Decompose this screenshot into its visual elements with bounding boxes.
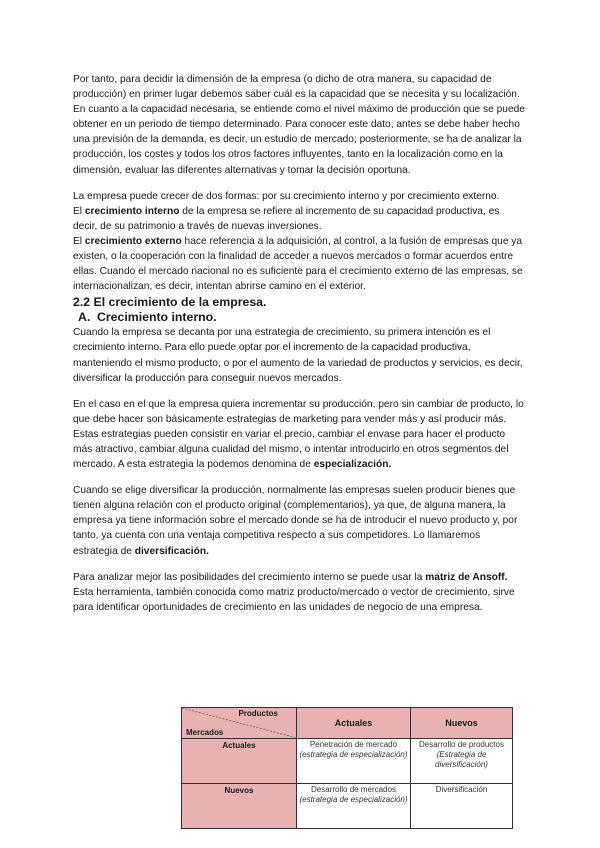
subsection-heading: A. Crecimiento interno. [78,310,217,325]
term-ansoff-matrix: matriz de Ansoff. [425,571,508,583]
cell-diversification: Diversificación [411,784,513,829]
corner-label-markets: Mercados [186,728,224,737]
paragraph-internal-growth: El crecimiento interno de la empresa se refiere al incremento de su capacidad productiva, es decir, de su patrimonio a través de nuevas inversiones. [73,205,500,232]
cell-product-development: Desarrollo de productos (Estrategia de diversificación) [411,739,513,784]
column-header-current: Actuales [297,708,411,739]
term-specialization: especialización. [313,459,392,471]
paragraph-diversification: Cuando se elige diversificar la producción, normalmente las empresas suelen producir bienes que tienen alguna relación con el producto original (complementarios), ya que, de alguna manera, la empresa ya tiene información sobre el mercado donde se ha de introducir el nuevo producto y, por tanto, ya cuenta con una ventaja competitiva respecto a sus competidores. Lo llamaremos estrategia de diversificación. [73,485,518,557]
term-internal-growth: crecimiento interno [84,205,180,217]
row-header-new: Nuevos [182,784,297,829]
column-header-new: Nuevos [411,708,513,739]
corner-label-products: Productos [238,709,278,718]
paragraph-dimension: Por tanto, para decidir la dimensión de la empresa (o dicho de otra manera, su capacidad de producción) en primer lugar debemos saber cuál es la capacidad que se necesita y su localización. [73,74,520,101]
term-diversification: diversificación. [134,545,209,557]
paragraph-specialization: En el caso en el que la empresa quiera incrementar su producción, pero sin cambiar de producto, lo que debe hacer son básicamente estrategias de marketing para vender más y así producir más. Estas estrategias pueden consistir en variar el precio, cambiar el envase para hacer el producto más atractivo, cambiar alguna cualidad del mismo, o intentar introducirlo en otros segmentos del mercado. A esta estrategia la podemos denomina de especialización. [73,398,524,471]
paragraph-capacity: En cuanto a la capacidad necesaria, se entiende como el nivel máximo de producción que se puede obtener en un periodo de tiempo determinado. Para conocer este dato, antes se debe haber hecho una previsión de la demanda, es decir, un estudio de mercado; posteriormente, se ha de analizar la producción, los costes y todos los otros factores influyentes, tanto en la localización como en la dimensión, evaluar las diferentes alternativas y tomar la decisión oportuna. [73,104,525,176]
term-external-growth: crecimiento externo [84,235,182,247]
paragraph-strategy-intro: Cuando la empresa se decanta por una estrategia de crecimiento, su primera intención es el crecimiento interno. Para ello puede optar por el incremento de la capacidad productiva, manteniendo el mismo producto, o por el aumento de la variedad de productos y servicios, es decir, diversificar la producción para conseguir nuevos mercados. [73,327,523,384]
row-header-current: Actuales [182,739,297,784]
paragraph-growth-forms: La empresa puede crecer de dos formas: por su crecimiento interno y por crecimiento externo. [73,190,500,202]
cell-market-development: Desarrollo de mercados (estrategia de especialización) [297,784,411,829]
section-heading: 2.2 El crecimiento de la empresa. [73,295,267,310]
document-page [73,72,525,615]
ansoff-matrix-table [181,707,513,829]
cell-market-penetration: Penetración de mercado (estrategia de especialización) [297,739,411,784]
corner-cell [182,708,297,739]
paragraph-ansoff: Para analizar mejor las posibilidades del crecimiento interno se puede usar la matriz de Ansoff. Esta herramienta, también conocida como matriz producto/mercado o vector de crecimiento, sirve para identificar oportunidades de crecimiento en las unidades de negocio de una empresa. [73,571,515,613]
paragraph-external-growth: El crecimiento externo hace referencia a la adquisición, al control, a la fusión de empresas que ya existen, o la cooperación con la finalidad de acceder a nuevos mercados o formar acuerdos entre ellas. Cuando el mercado nacional no es suficiente para el crecimiento externo de las empresas, se internacionalizan, es decir, intentan abrirse camino en el exterior. [73,235,523,293]
